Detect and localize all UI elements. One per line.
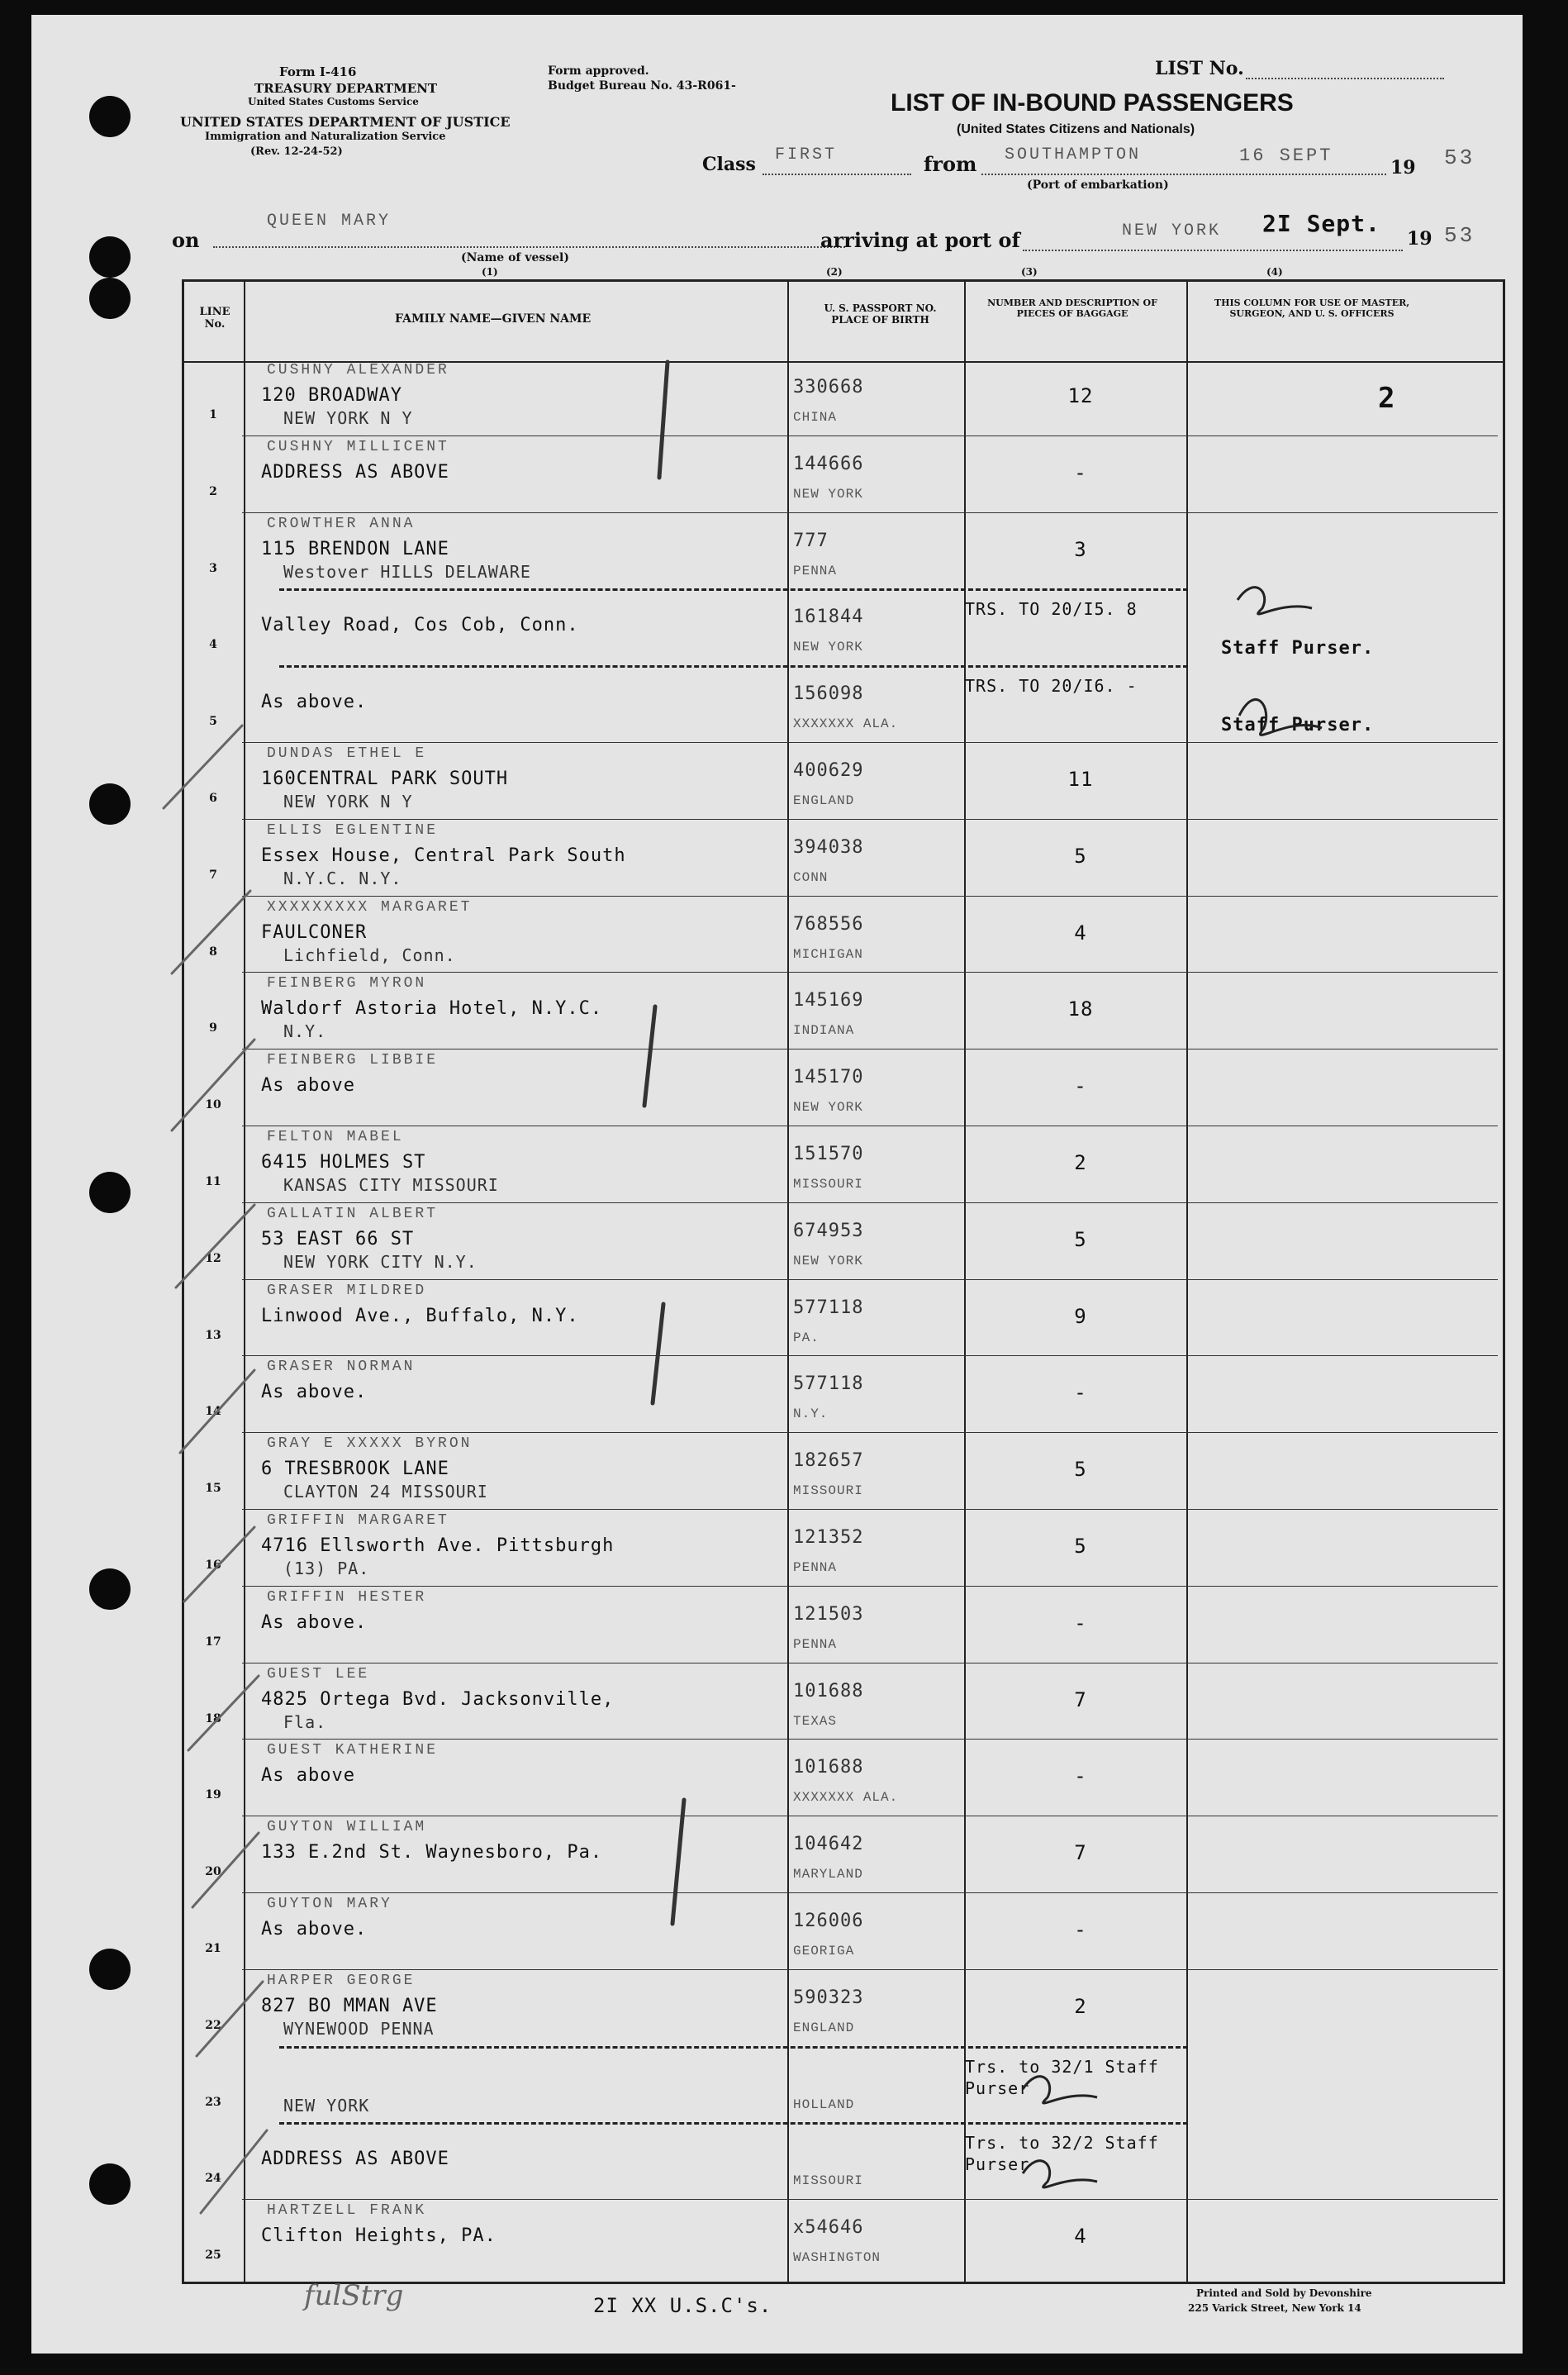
baggage-count: 12 — [1067, 384, 1094, 407]
line-number: 8 — [209, 945, 217, 959]
col-num-4: (4) — [1266, 266, 1283, 278]
hand-check-marks — [31, 15, 1523, 2354]
line-number: 9 — [209, 1021, 217, 1035]
passenger-address: As above — [261, 1765, 355, 1787]
passport-number: 101688 — [793, 1680, 864, 1702]
baggage-count: Trs. to 32/2 Staff Purser — [965, 2133, 1159, 2175]
officer-note: Staff Purser. — [1221, 715, 1375, 736]
ins-service: Immigration and Naturalization Service — [205, 131, 446, 143]
passenger-address-2: WYNEWOOD PENNA — [283, 2018, 435, 2039]
line-number: 10 — [205, 1098, 221, 1112]
passport-number: 151570 — [793, 1144, 864, 1164]
year-suffix-1: 53 — [1444, 145, 1475, 170]
line-number: 13 — [205, 1328, 221, 1342]
arrival-port: NEW YORK — [1122, 221, 1222, 240]
manifest-page — [31, 15, 1523, 2354]
baggage-count: 2 — [1074, 1994, 1087, 2018]
passport-number: 182657 — [793, 1450, 864, 1472]
baggage-count: - — [1074, 460, 1087, 484]
passport-number: x54646 — [793, 2217, 864, 2239]
passport-number: 144666 — [793, 453, 864, 474]
passenger-name: CUSHNY MILLICENT — [267, 438, 449, 455]
from-label: from — [924, 152, 977, 176]
passport-number: 121352 — [793, 1527, 864, 1548]
baggage-count: 5 — [1074, 1535, 1087, 1558]
passenger-address: 6415 HOLMES ST — [261, 1152, 426, 1173]
officer-note: Staff Purser. — [1221, 638, 1375, 659]
year-suffix-2: 53 — [1444, 223, 1475, 248]
passenger-name: DUNDAS ETHEL E — [267, 745, 427, 762]
passenger-address: 4716 Ellsworth Ave. Pittsburgh — [261, 1535, 615, 1556]
place-of-birth: MICHIGAN — [793, 946, 863, 962]
line-number: 14 — [205, 1405, 221, 1419]
class-label: Class — [702, 154, 756, 175]
on-label: on — [172, 228, 200, 252]
baggage-count: 7 — [1074, 1841, 1087, 1865]
place-of-birth: MISSOURI — [793, 1177, 863, 1192]
col-num-3: (3) — [1021, 266, 1038, 278]
line-number: 16 — [205, 1559, 221, 1572]
passenger-address: As above. — [261, 1382, 368, 1403]
passenger-address-2: (13) PA. — [283, 1559, 370, 1578]
line-number: 20 — [205, 1865, 221, 1879]
passenger-name: FEINBERG MYRON — [267, 975, 427, 992]
passenger-address: Linwood Ave., Buffalo, N.Y. — [261, 1305, 579, 1326]
place-of-birth: MARYLAND — [793, 1867, 863, 1882]
from-port: SOUTHAMPTON — [1005, 145, 1142, 164]
passport-number: 156098 — [793, 683, 864, 705]
passport-number: 121503 — [793, 1603, 864, 1625]
passport-number: 104642 — [793, 1834, 864, 1855]
passenger-address: Waldorf Astoria Hotel, N.Y.C. — [261, 998, 603, 1020]
line-number: 5 — [209, 715, 217, 729]
place-of-birth: HOLLAND — [793, 2097, 855, 2112]
place-of-birth: NEW YORK — [793, 1100, 863, 1116]
passport-number: 768556 — [793, 913, 864, 935]
passenger-name: GUEST LEE — [267, 1665, 370, 1682]
port-embark-label: (Port of embarkation) — [1027, 178, 1169, 192]
arriving-label: arriving at port of — [820, 228, 1020, 252]
passenger-name: CUSHNY ALEXANDER — [267, 362, 449, 378]
passport-number: 126006 — [793, 1911, 864, 1931]
passenger-address-2: N.Y. — [283, 1021, 327, 1042]
passport-number: 101688 — [793, 1757, 864, 1778]
place-of-birth: N.Y. — [793, 1406, 829, 1422]
place-of-birth: MISSOURI — [793, 2173, 863, 2189]
officer-note: 2 — [1378, 382, 1396, 415]
baggage-count: 3 — [1074, 537, 1087, 561]
passport-number: 330668 — [793, 377, 864, 397]
baggage-count: 2 — [1074, 1151, 1087, 1174]
place-of-birth: TEXAS — [793, 1713, 838, 1729]
passenger-address: 160CENTRAL PARK SOUTH — [261, 769, 509, 789]
col-num-2: (2) — [826, 266, 843, 278]
form-approved: Form approved. — [548, 64, 649, 78]
col-family-name: FAMILY NAME—GIVEN NAME — [395, 312, 592, 326]
passenger-address: FAULCONER — [261, 921, 368, 943]
passenger-address: 120 BROADWAY — [261, 385, 402, 406]
place-of-birth: WASHINGTON — [793, 2250, 881, 2266]
baggage-count: - — [1074, 1611, 1087, 1635]
line-number: 2 — [209, 484, 217, 498]
place-of-birth: XXXXXXX ALA. — [793, 716, 899, 732]
line-number: 17 — [205, 1635, 221, 1649]
place-of-birth: PENNA — [793, 1636, 838, 1652]
baggage-count: Trs. to 32/1 Staff Purser — [965, 2056, 1159, 2098]
passenger-address-2: NEW YORK N Y — [283, 792, 413, 811]
vessel-name: QUEEN MARY — [267, 212, 392, 231]
line-number: 12 — [205, 1251, 221, 1265]
passport-number: 145169 — [793, 990, 864, 1011]
page-subtitle: (United States Citizens and Nationals) — [957, 122, 1195, 136]
col-num-1: (1) — [482, 266, 498, 278]
passenger-address: Valley Road, Cos Cob, Conn. — [261, 615, 579, 636]
place-of-birth: GEORIGA — [793, 1944, 855, 1959]
place-of-birth: NEW YORK — [793, 640, 863, 655]
col-officers: THIS COLUMN FOR USE OF MASTER, SURGEON, AND U. S. OFFICERS — [1214, 297, 1410, 319]
passenger-address: 6 TRESBROOK LANE — [261, 1459, 449, 1480]
place-of-birth: XXXXXXX ALA. — [793, 1790, 899, 1806]
budget-bureau: Budget Bureau No. 43-R061- — [548, 79, 736, 93]
baggage-count: - — [1074, 1764, 1087, 1788]
form-number: Form I-416 — [279, 64, 357, 79]
printer-name: Printed and Sold by Devonshire — [1196, 2287, 1372, 2299]
passenger-address-2: CLAYTON 24 MISSOURI — [283, 1482, 488, 1502]
line-number: 23 — [205, 2095, 221, 2109]
passenger-name: FEINBERG LIBBIE — [267, 1052, 439, 1069]
baggage-count: - — [1074, 1381, 1087, 1405]
passenger-address: 115 BRENDON LANE — [261, 538, 449, 559]
passenger-address: ADDRESS AS ABOVE — [261, 461, 449, 483]
justice-dept: UNITED STATES DEPARTMENT OF JUSTICE — [180, 114, 511, 130]
passenger-address: As above. — [261, 692, 368, 713]
passenger-name: HARTZELL FRANK — [267, 2202, 427, 2220]
passenger-name: HARPER GEORGE — [267, 1972, 416, 1989]
place-of-birth: PENNA — [793, 563, 838, 578]
passenger-address: 53 EAST 66 ST — [261, 1228, 415, 1249]
passport-number: 400629 — [793, 760, 864, 781]
line-number: 4 — [209, 638, 217, 652]
place-of-birth: CONN — [793, 869, 829, 885]
handwritten-signature: fulStrg — [304, 2279, 404, 2312]
passenger-address: 827 BO MMAN AVE — [261, 1995, 438, 2016]
passenger-name: ELLIS EGLENTINE — [267, 821, 439, 839]
passenger-address-2: NEW YORK N Y — [283, 408, 413, 428]
line-number: 18 — [205, 1711, 221, 1725]
passenger-address-2: NEW YORK CITY N.Y. — [283, 1251, 478, 1272]
passenger-address: Essex House, Central Park South — [261, 845, 626, 866]
passenger-name: GUYTON WILLIAM — [267, 1819, 427, 1836]
baggage-count: 4 — [1074, 921, 1087, 945]
line-number: 6 — [209, 792, 217, 805]
line-number: 22 — [205, 2018, 221, 2032]
passenger-address: As above. — [261, 1919, 368, 1940]
passport-number: 145170 — [793, 1067, 864, 1088]
passenger-address-2: NEW YORK — [283, 2095, 370, 2116]
baggage-count: 18 — [1067, 997, 1094, 1021]
line-number: 3 — [209, 561, 217, 575]
baggage-count: - — [1074, 1918, 1087, 1941]
baggage-count: 7 — [1074, 1687, 1087, 1711]
class-value: FIRST — [775, 145, 838, 164]
baggage-count: TRS. TO 20/I6. - — [965, 676, 1138, 697]
passport-number: 577118 — [793, 1297, 864, 1318]
place-of-birth: PENNA — [793, 1560, 838, 1575]
passport-number: 394038 — [793, 836, 864, 858]
passenger-address: ADDRESS AS ABOVE — [261, 2149, 449, 2170]
place-of-birth: MISSOURI — [793, 1483, 863, 1499]
passenger-address-2: Westover HILLS DELAWARE — [283, 561, 531, 582]
line-number: 7 — [209, 868, 217, 882]
passenger-name: GUEST KATHERINE — [267, 1742, 439, 1759]
passenger-address: Clifton Heights, PA. — [261, 2225, 497, 2247]
col-line-no: LINE No. — [199, 306, 230, 331]
col-passport: U. S. PASSPORT NO. PLACE OF BIRTH — [824, 302, 937, 326]
treasury-dept: TREASURY DEPARTMENT — [254, 81, 438, 96]
passport-number: 777 — [793, 530, 829, 551]
total-us-citizens: 2I XX U.S.C's. — [593, 2294, 772, 2317]
baggage-count: TRS. TO 20/I5. 8 — [965, 599, 1138, 620]
passenger-name: CROWTHER ANNA — [267, 515, 416, 532]
list-no-label: LIST No. — [1155, 58, 1244, 79]
baggage-count: 11 — [1067, 768, 1094, 791]
line-number: 25 — [205, 2249, 221, 2263]
place-of-birth: PA. — [793, 1330, 820, 1345]
place-of-birth: NEW YORK — [793, 1253, 863, 1268]
passenger-name: GRIFFIN MARGARET — [267, 1512, 449, 1529]
place-of-birth: CHINA — [793, 410, 838, 425]
passenger-name: GUYTON MARY — [267, 1896, 392, 1912]
place-of-birth: INDIANA — [793, 1023, 855, 1039]
place-of-birth: ENGLAND — [793, 2020, 855, 2035]
passenger-name: FELTON MABEL — [267, 1129, 404, 1145]
baggage-count: 4 — [1074, 2225, 1087, 2249]
line-number: 19 — [205, 1788, 221, 1802]
passenger-name: GALLATIN ALBERT — [267, 1205, 439, 1222]
revision: (Rev. 12-24-52) — [250, 145, 343, 158]
passenger-address-2: Lichfield, Conn. — [283, 945, 456, 965]
passenger-address: 133 E.2nd St. Waynesboro, Pa. — [261, 1842, 603, 1863]
passenger-address: As above — [261, 1075, 355, 1097]
year-prefix-1: 19 — [1390, 157, 1416, 178]
line-number: 11 — [205, 1175, 221, 1188]
line-number: 1 — [209, 408, 217, 421]
passenger-name: GRAY E XXXXX BYRON — [267, 1435, 473, 1453]
baggage-count: 5 — [1074, 1227, 1087, 1251]
passenger-name: GRASER MILDRED — [267, 1282, 427, 1299]
baggage-count: 9 — [1074, 1304, 1087, 1328]
customs-service: United States Customs Service — [248, 96, 419, 107]
baggage-count: 5 — [1074, 1458, 1087, 1482]
col-baggage: NUMBER AND DESCRIPTION OF PIECES OF BAGGAGE — [987, 297, 1157, 319]
year-prefix-2: 19 — [1407, 228, 1433, 250]
passport-number: 590323 — [793, 1987, 864, 2008]
passenger-address: As above. — [261, 1611, 368, 1633]
baggage-count: 5 — [1074, 844, 1087, 868]
passport-number: 674953 — [793, 1220, 864, 1241]
vessel-label: (Name of vessel) — [461, 251, 569, 264]
passenger-name: XXXXXXXXX MARGARET — [267, 898, 473, 916]
passenger-address-2: KANSAS CITY MISSOURI — [283, 1175, 499, 1195]
arrival-date: 2I Sept. — [1262, 210, 1380, 237]
passenger-address: 4825 Ortega Bvd. Jacksonville, — [261, 1688, 615, 1710]
passport-number: 577118 — [793, 1373, 864, 1395]
page-title: LIST OF IN-BOUND PASSENGERS — [891, 89, 1294, 117]
passport-number: 161844 — [793, 607, 864, 628]
line-number: 15 — [205, 1482, 221, 1496]
baggage-count: - — [1074, 1074, 1087, 1098]
printer-address: 225 Varick Street, New York 14 — [1188, 2302, 1361, 2314]
line-number: 21 — [205, 1942, 221, 1955]
line-number: 24 — [205, 2172, 221, 2186]
passenger-address-2: Fla. — [283, 1711, 327, 1732]
place-of-birth: ENGLAND — [793, 793, 855, 808]
passenger-address-2: N.Y.C. N.Y. — [283, 868, 402, 888]
departure-date: 16 SEPT — [1239, 145, 1333, 166]
passenger-name: GRIFFIN HESTER — [267, 1588, 427, 1606]
place-of-birth: NEW YORK — [793, 486, 863, 502]
passenger-name: GRASER NORMAN — [267, 1359, 416, 1376]
